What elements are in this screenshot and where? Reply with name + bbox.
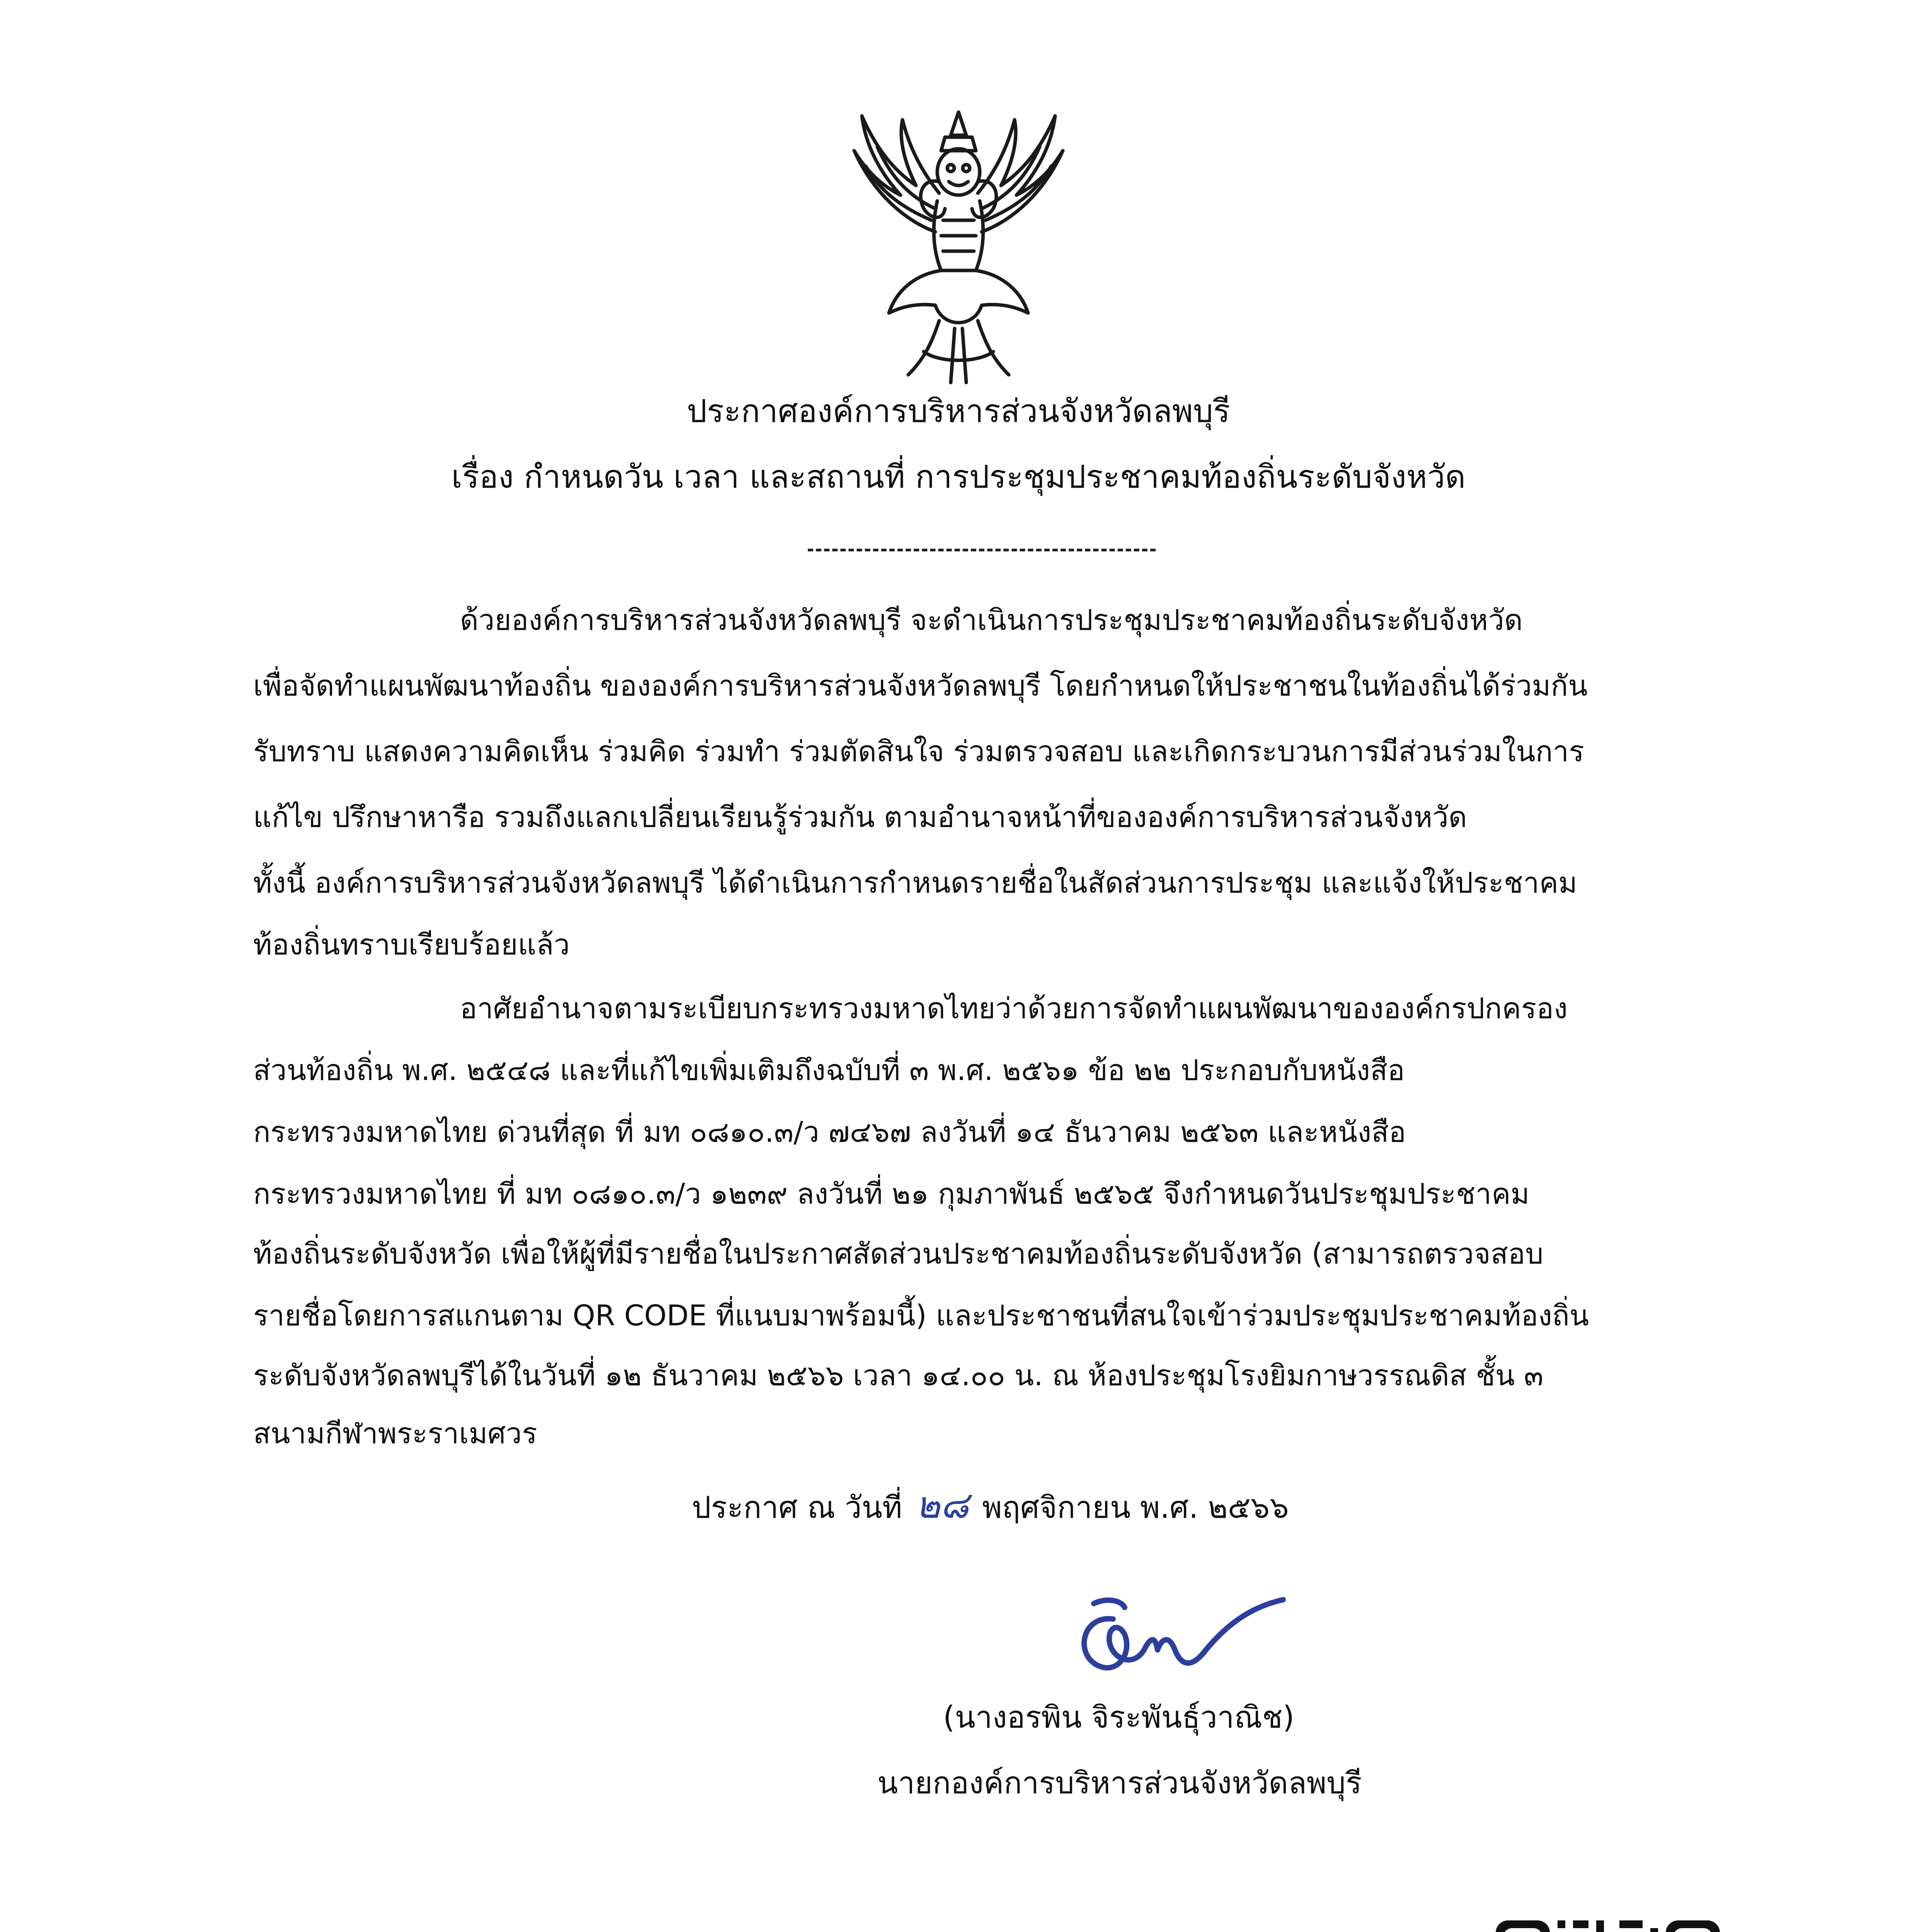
signer-name: (นางอรพิน จิระพันธุ์วาณิช): [943, 1700, 1295, 1735]
announce-prefix: ประกาศ ณ วันที่: [692, 1490, 902, 1525]
garuda-emblem-icon: [808, 104, 1109, 390]
announce-suffix: พฤศจิกายน พ.ศ. ๒๕๖๖: [982, 1490, 1289, 1525]
qr-code[interactable]: [1496, 1920, 1720, 1932]
signer-title: นายกองค์การบริหารส่วนจังหวัดลพบุรี: [877, 1766, 1362, 1801]
handwritten-day: ๒๘: [916, 1483, 969, 1527]
announcement-page: ประกาศองค์การบริหารส่วนจังหวัดลพบุรี เรื่อง กำหนดวัน เวลา และสถานที่ การประชุมประชาคมท้องถิ่นระดับจังหวัด ด้วยองค์การบริหารส่วนจังหวัดลพบุรี จะดำเนินการประชุมประชาคมท้องถิ่นระดับจังหวัด เพื่อจัดทำแผนพัฒนาท้องถิ่น ขององค์การบริหารส่วนจังหวัดลพบุรี โดยกำหนดให้ประชาชนในท้องถิ่นได้ร่วมกัน รับทราบ แสดงความคิดเห็น ร่วมคิด ร่วมทำ ร่วมตัดสินใจ ร่วมตรวจสอบ และเกิดกระบวนการมีส่วนร่วมในการ แก้ไข ปรึกษาหารือ รวมถึงแลกเปลี่ยนเรียนรู้ร่วมกัน ตามอำนาจหน้าที่ขององค์การบริหารส่วนจังหวัด ทั้งนี้ องค์การบริหารส่วนจังหวัดลพบุรี ได้ดำเนินการกำหนดรายชื่อในสัดส่วนการประชุม และแจ้งให้ประชาคม ท้องถิ่นทราบเรียบร้อยแล้ว อาศัยอำนาจตามระเบียบกระทรวงมหาดไทยว่าด้วยการจัดทำแผนพัฒนาขององค์กรปกครอง ส่วนท้องถิ่น พ.ศ. ๒๕๔๘ และที่แก้ไขเพิ่มเติมถึงฉบับที่ ๓ พ.ศ. ๒๕๖๑ ข้อ ๒๒ ประกอบกับหนังสือ กระทรวงมหาดไทย ด่วนที่สุด ที่ มท ๐๘๑๐.๓/ว ๗๔๖๗ ลงวันที่ ๑๔ ธันวาคม ๒๕๖๓ และหนังสือ กระทรวงมหาดไทย ที่ มท ๐๘๑๐.๓/ว ๑๒๓๙ ลงวันที่ ๒๑ กุมภาพันธ์ ๒๕๖๕ จึงกำหนดวันประชุมประชาคม ท้องถิ่นระดับจังหวัด เพื่อให้ผู้ที่มีรายชื่อในประกาศสัดส่วนประชาคมท้องถิ่นระดับจังหวัด (สามารถตรวจสอบ รายชื่อโดยการสแกนตาม QR CODE ที่แนบมาพร้อมนี้) และประชาชนที่สนใจเข้าร่วมประชุมประชาคมท้องถิ่น ระดับจังหวัดลพบุรีได้ในวันที่ ๑๒ ธันวาคม ๒๕๖๖ เวลา ๑๔.๐๐ น. ณ ห้องประชุมโรงยิมกาษวรรณดิส ชั้น ๓ สนามกีฬาพระราเมศวร ประกาศ ณ วันที่ ๒๘ พฤศจิกายน พ.ศ. ๒๕๖๖ (นางอรพิน จิระพันธุ์วาณิช) นายกองค์การบริหารส่วนจังหวัดลพบุรี: [0, 0, 1917, 1932]
announcement-date: [692, 1484, 1289, 1529]
signature: [1067, 1592, 1318, 1685]
divider: [808, 549, 1156, 551]
heading-title: ประกาศองค์การบริหารส่วนจังหวัดลพบุรี: [687, 393, 1230, 430]
heading-subject: เรื่อง กำหนดวัน เวลา และสถานที่ การประชุมประชาคมท้องถิ่นระดับจังหวัด: [451, 459, 1466, 495]
